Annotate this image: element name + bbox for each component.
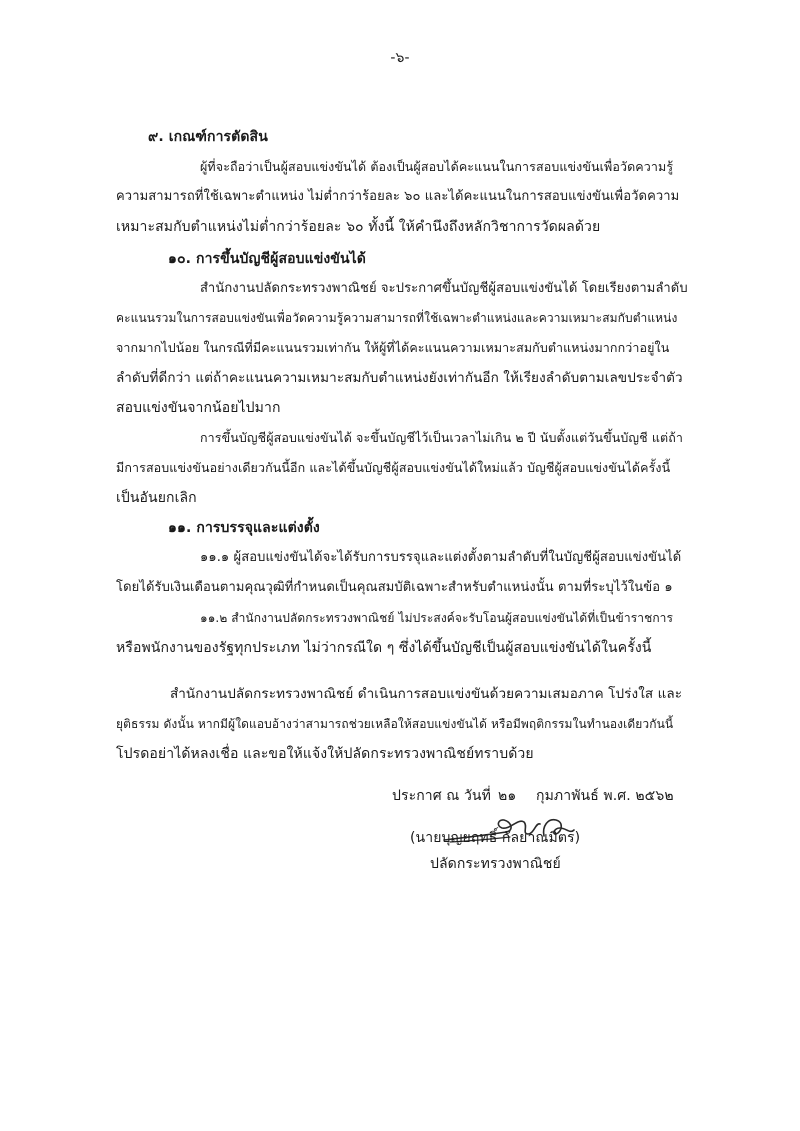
section-10-p1-line-3: จากมากไปน้อย ในกรณีที่มีคะแนนรวมเท่ากัน ให้ผู้ที่ได้คะแนนความเหมาะสมกับตำแหน่งมากกว่าอยู่ใน xyxy=(116,340,670,355)
section-10-p2-line-3: เป็นอันยกเลิก xyxy=(116,490,197,506)
closing-line-1: สำนักงานปลัดกระทรวงพาณิชย์ ดำเนินการสอบแข่งขันด้วยความเสมอภาค โปร่งใส และ xyxy=(170,686,683,702)
closing-line-2: ยุติธรรม ดังนั้น หากมีผู้ใดแอบอ้างว่าสามารถช่วยเหลือให้สอบแข่งขันได้ หรือมีพฤติกรรมในทำนองเดียวกันนี้ xyxy=(116,717,674,731)
section-10-p1-line-1: สำนักงานปลัดกระทรวงพาณิชย์ จะประกาศขึ้นบัญชีผู้สอบแข่งขันได้ โดยเรียงตามลำดับ xyxy=(200,281,688,296)
signatory-name: (นายบุญยฤทธิ์ กัลยาณมิตร) xyxy=(410,830,581,846)
section-11-heading: ๑๑. การบรรจุและแต่งตั้ง xyxy=(168,520,320,536)
section-9-line-3: เหมาะสมกับตำแหน่งไม่ต่ำกว่าร้อยละ ๖๐ ทั้งนี้ ให้คำนึงถึงหลักวิชาการวัดผลด้วย xyxy=(116,219,601,235)
signatory-position: ปลัดกระทรวงพาณิชย์ xyxy=(430,856,561,872)
section-9-heading: ๙. เกณฑ์การตัดสิน xyxy=(148,129,268,145)
section-11-1-line-2: โดยได้รับเงินเดือนตามคุณวุฒิที่กำหนดเป็นคุณสมบัติเฉพาะสำหรับตำแหน่งนั้น ตามที่ระบุไว้ในข้อ ๑ xyxy=(116,580,673,595)
page-number: -๖- xyxy=(390,50,410,66)
closing-line-3: โปรดอย่าได้หลงเชื่อ และขอให้แจ้งให้ปลัดกระทรวงพาณิชย์ทราบด้วย xyxy=(116,746,534,762)
section-10-p1-line-4: ลำดับที่ดีกว่า แต่ถ้าคะแนนความเหมาะสมกับตำแหน่งยังเท่ากันอีก ให้เรียงลำดับตามเลขประจำตัว xyxy=(116,370,683,386)
announcement-month-year: กุมภาพันธ์ พ.ศ. ๒๕๖๒ xyxy=(536,788,674,804)
section-9-line-2: ความสามารถที่ใช้เฉพาะตำแหน่ง ไม่ต่ำกว่าร้อยละ ๖๐ และได้คะแนนในการสอบแข่งขันเพื่อวัดความ xyxy=(116,189,680,204)
section-10-p2-line-1: การขึ้นบัญชีผู้สอบแข่งขันได้ จะขึ้นบัญชีไว้เป็นเวลาไม่เกิน ๒ ปี นับตั้งแต่วันขึ้นบัญชี แต่ถ้า xyxy=(200,430,683,445)
section-11-2-line-1: ๑๑.๒ สำนักงานปลัดกระทรวงพาณิชย์ ไม่ประสงค์จะรับโอนผู้สอบแข่งขันได้ที่เป็นข้าราชการ xyxy=(200,611,674,625)
section-11-1-line-1: ๑๑.๑ ผู้สอบแข่งขันได้จะได้รับการบรรจุและแต่งตั้งตามลำดับที่ในบัญชีผู้สอบแข่งขันได้ xyxy=(200,550,682,565)
section-10-p1-line-5: สอบแข่งขันจากน้อยไปมาก xyxy=(116,400,281,416)
section-10-heading: ๑๐. การขึ้นบัญชีผู้สอบแข่งขันได้ xyxy=(168,251,366,267)
section-9-line-1: ผู้ที่จะถือว่าเป็นผู้สอบแข่งขันได้ ต้องเป็นผู้สอบได้คะแนนในการสอบแข่งขันเพื่อวัดความรู้ xyxy=(200,159,674,174)
section-10-p2-line-2: มีการสอบแข่งขันอย่างเดียวกันนี้อีก และได้ขึ้นบัญชีผู้สอบแข่งขันได้ใหม่แล้ว บัญชีผู้สอบแข่งขันได้ครั้งนี้ xyxy=(116,460,671,475)
announcement-day: ๒๑ xyxy=(498,788,517,804)
section-11-2-line-2: หรือพนักงานของรัฐทุกประเภท ไม่ว่ากรณีใด ๆ ซึ่งได้ขึ้นบัญชีเป็นผู้สอบแข่งขันได้ในครั้งนี้ xyxy=(116,640,652,656)
section-10-p1-line-2: คะแนนรวมในการสอบแข่งขันเพื่อวัดความรู้ความสามารถที่ใช้เฉพาะตำแหน่งและความเหมาะสมกับตำแหน่ง xyxy=(116,311,678,325)
announcement-prefix: ประกาศ ณ วันที่ xyxy=(392,788,491,804)
